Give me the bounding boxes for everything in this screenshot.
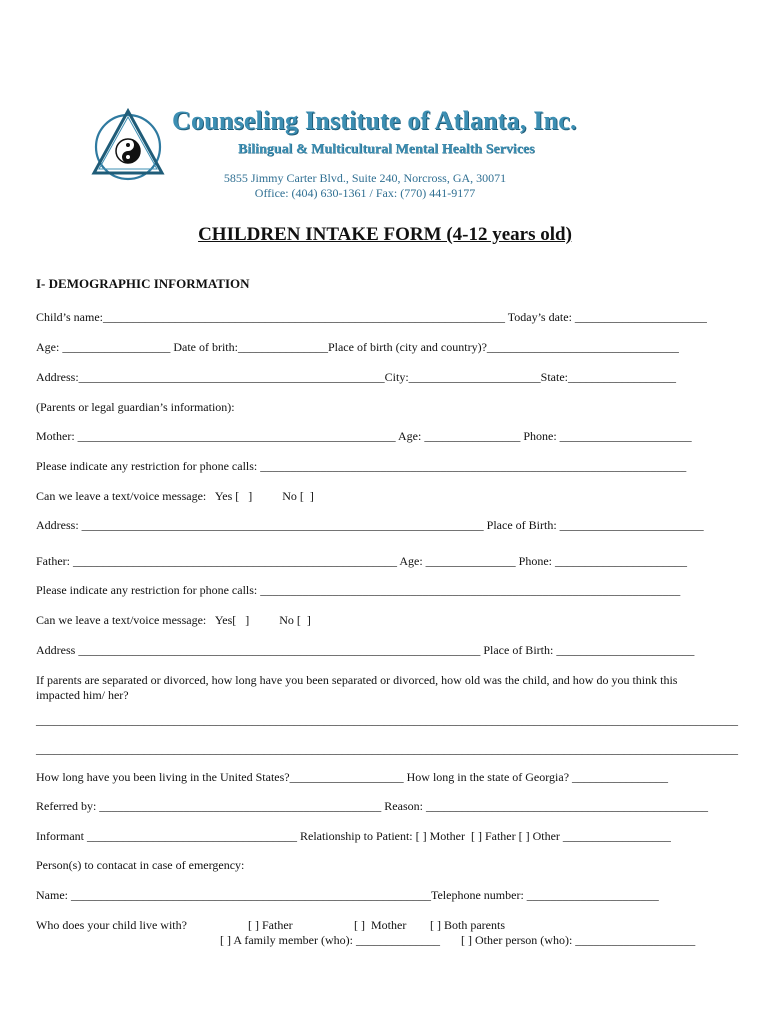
- father-address-field[interactable]: Address ___________________________________________________________________ Place of Birth: _______________________: [36, 643, 695, 657]
- lives-with-father-checkbox[interactable]: [ ] Father: [248, 918, 293, 932]
- lives-with-question: Who does your child live with?: [36, 918, 187, 932]
- father-phone-restriction-field[interactable]: Please indicate any restriction for phone calls: ______________________________________________________________________: [36, 583, 681, 597]
- emergency-contact-title: Person(s) to contacat in case of emergency:: [36, 858, 245, 872]
- separated-question-cont: impacted him/ her?: [36, 688, 129, 702]
- lives-with-mother-checkbox[interactable]: [ ] Mother: [354, 918, 407, 932]
- organization-name: Counseling Institute of Atlanta, Inc.: [172, 106, 577, 135]
- separated-answer-line[interactable]: _____________________________________________________________________________________________________________________: [36, 742, 738, 756]
- emergency-contact-field[interactable]: Name: ____________________________________________________________Telephone number: ______________________: [36, 888, 659, 902]
- father-message-checkboxes[interactable]: Can we leave a text/voice message: Yes[ ] No [ ]: [36, 613, 311, 627]
- referral-field[interactable]: Referred by: _______________________________________________ Reason: _______________________________________________: [36, 799, 708, 813]
- mother-address-field[interactable]: Address: ___________________________________________________________________ Place of Birth: ________________________: [36, 518, 704, 532]
- address-field[interactable]: Address:___________________________________________________City:______________________State:__________________: [36, 370, 676, 384]
- lives-with-family-checkbox[interactable]: [ ] A family member (who): ______________: [220, 933, 440, 947]
- mother-field[interactable]: Mother: _____________________________________________________ Age: ________________ Phone: ______________________: [36, 429, 692, 443]
- residency-field[interactable]: How long have you been living in the United States?___________________ How long in the state of Georgia? ________________: [36, 770, 669, 784]
- separated-answer-line[interactable]: _____________________________________________________________________________________________________________________: [36, 713, 738, 727]
- child-name-field[interactable]: Child’s name:___________________________________________________________________ Today’s date: ______________________: [36, 310, 707, 324]
- organization-address: 5855 Jimmy Carter Blvd., Suite 240, Norcross, GA, 30071: [223, 171, 507, 185]
- mother-message-checkboxes[interactable]: Can we leave a text/voice message: Yes [ ] No [ ]: [36, 489, 314, 503]
- lives-with-both-checkbox[interactable]: [ ] Both parents: [430, 918, 505, 932]
- form-title: CHILDREN INTAKE FORM (4-12 years old): [198, 224, 572, 245]
- separated-question: If parents are separated or divorced, how long have you been separated or divorced, how old was the child, and how do you think this: [36, 673, 678, 687]
- section-title: I- DEMOGRAPHIC INFORMATION: [36, 276, 250, 291]
- mother-phone-restriction-field[interactable]: Please indicate any restriction for phone calls: _______________________________________________________________________: [36, 459, 687, 473]
- lives-with-other-checkbox[interactable]: [ ] Other person (who): ____________________: [461, 933, 696, 947]
- yin-yang-triangle-icon: [88, 105, 168, 185]
- organization-subtitle: Bilingual & Multicultural Mental Health Services: [238, 142, 535, 157]
- age-birth-field[interactable]: Age: __________________ Date of brith:_______________Place of birth (city and country)?________________________________: [36, 340, 679, 354]
- father-field[interactable]: Father: ______________________________________________________ Age: _______________ Phone: ______________________: [36, 554, 687, 568]
- organization-contact: Office: (404) 630-1361 / Fax: (770) 441-9177: [254, 186, 476, 200]
- informant-field[interactable]: Informant ___________________________________ Relationship to Patient: [ ] Mother [ ] Father [ ] Other __________________: [36, 829, 671, 843]
- parents-info-label: (Parents or legal guardian’s information):: [36, 400, 235, 414]
